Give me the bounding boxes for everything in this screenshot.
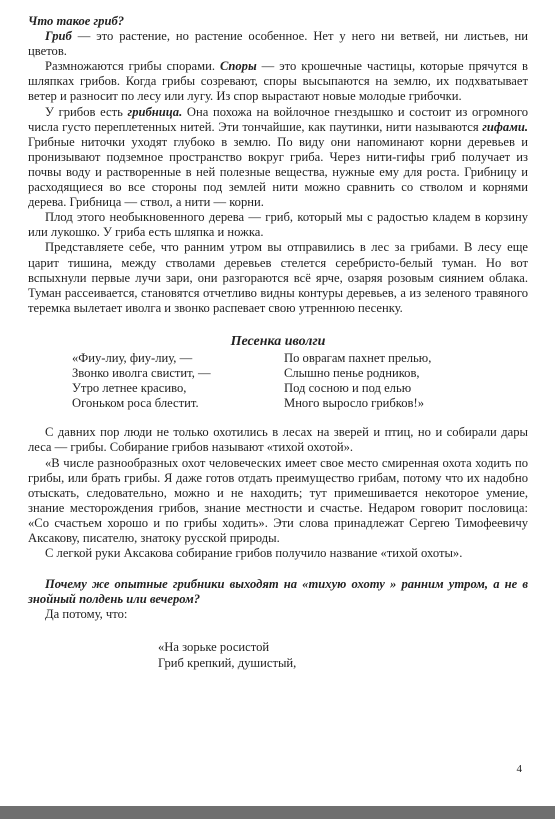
poem-excerpt bbox=[158, 640, 528, 670]
section-question-heading: Что такое гриб? bbox=[28, 14, 125, 28]
term-mushroom: Гриб bbox=[45, 29, 72, 44]
song-line: Утро летнее красиво, bbox=[72, 381, 187, 396]
term-spores: Споры bbox=[219, 59, 257, 74]
song-line: Огоньком роса блестит. bbox=[72, 396, 199, 411]
poem-line: Гриб крепкий, душистый, bbox=[158, 655, 297, 670]
song-line: По оврагам пахнет прелью, bbox=[284, 350, 432, 365]
song-column-left bbox=[72, 351, 284, 411]
paragraph-text: У грибов есть bbox=[45, 104, 128, 119]
paragraph-text: — это крошечные частицы, которые прячутся в шляпках грибов. Когда грибы созревают, споры высыпаются на землю, их подхватывает ветер и разносит по лесу или лугу. Из спор вырастают новые молодые грибочки. bbox=[28, 59, 528, 104]
poem-line: «На зорьке росистой bbox=[158, 640, 270, 655]
term-hyphae: гифами. bbox=[482, 119, 528, 134]
song-line: Много выросло грибков!» bbox=[284, 396, 424, 411]
term-mycelium: грибница. bbox=[127, 104, 183, 119]
paragraph-quiet-hunt: С давних пор люди не только охотились в лесах на зверей и птиц, но и собирали дары леса — грибы. Собирание грибов называют «тихой охотой». bbox=[28, 425, 528, 455]
paragraph-aksakov-name: С легкой руки Аксакова собирание грибов получило название «тихой охоты». bbox=[45, 546, 463, 561]
song-verse bbox=[72, 351, 528, 411]
song-line: Звонко иволга свистит, — bbox=[72, 366, 211, 381]
paragraph-spores bbox=[28, 59, 528, 104]
song-line: Под сосною и под елью bbox=[284, 381, 412, 396]
paragraph-definition-mushroom bbox=[28, 29, 528, 59]
paragraph-text: Грибные ниточки уходят глубоко в землю. По виду они напоминают корни деревьев и пронизывают подземное пространство вокруг гриба. Через нити-гифы гриб получает из почвы воду и растворенные в ней полезные вещества, нужные ему для роста. Грибницу и расходящиеся во все стороны под землей нити можно сравнить со стволом и корнями дерева. Грибница — ствол, а нити — корни. bbox=[28, 134, 528, 210]
paragraph-fruit: Плод этого необыкновенного дерева — гриб, который мы с радостью кладем в корзину или лукошко. У гриба есть шляпка и ножка. bbox=[28, 210, 528, 240]
paragraph-forest-morning: Представляете себе, что ранним утром вы отправились в лес за грибами. В лесу еще царит тишина, между стволами деревьев стелется серебристо-белый туман. Но вот вспыхнули первые лучи зари, они разгораются всё ярче, озаряя розовым сиянием облака. Туман рассеивается, становятся отчетливо видны контуры деревьев, а из зеленого травяного теремка вылетает иволга и звонко распевает свою утреннюю песенку. bbox=[28, 240, 528, 315]
page-number: 4 bbox=[516, 763, 522, 775]
bottom-bar bbox=[0, 806, 555, 819]
paragraph-text: — это растение, но растение особенное. Нет у него ни ветвей, ни листьев, ни цветов. bbox=[28, 29, 528, 59]
paragraph-mycelium bbox=[28, 105, 528, 211]
page-content bbox=[28, 14, 528, 671]
song-line: «Фиу-лиу, фиу-лиу, — bbox=[72, 350, 193, 365]
paragraph-text: Размножаются грибы спорами. bbox=[45, 59, 220, 74]
song-column-right bbox=[284, 351, 496, 411]
paragraph-aksakov-quote: «В числе разнообразных охот человеческих имеет свое место смиренная охота ходить по грибы, или брать грибы. Я даже готов отдать преимущество грибам, потому что их надобно отыскать, следовательно, можно и не находить; тут примешивается некоторое умение, знание месторождения грибов, знание местности и счастье. Недаром говорит пословица: «Со счастьем хорошо и по грибы ходить». Эти слова принадлежат Сергею Тимофеевичу Аксакову, писателю, знатоку русской природы. bbox=[28, 455, 528, 545]
song-line: Слышно пенье родников, bbox=[284, 366, 420, 381]
answer-intro: Да потому, что: bbox=[45, 607, 128, 622]
paragraph-text: Она похожа на войлочное гнездышко и состоит из огромного числа густо переплетенных нитей. Эти тончайшие, как паутинки, нити называются bbox=[28, 104, 528, 134]
question-heading: Почему же опытные грибники выходят на «тихую охоту » ранним утром, а не в знойный полдень или вечером? bbox=[28, 577, 528, 607]
song-title: Песенка иволги bbox=[230, 333, 326, 349]
